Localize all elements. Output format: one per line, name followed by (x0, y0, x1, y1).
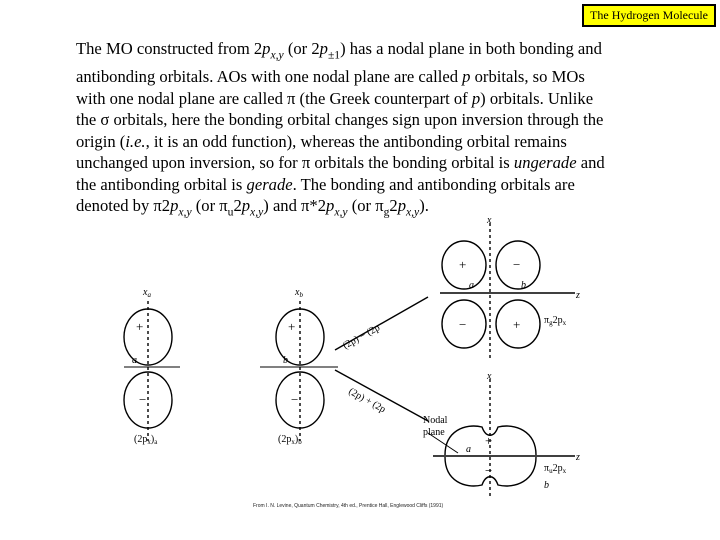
bonding-pi-u-orbital (428, 379, 575, 498)
sign-plus-tl: + (459, 257, 467, 272)
sign-plus-b: + (288, 319, 296, 334)
axis-x-top: x (487, 215, 492, 226)
point-b-mid: b (283, 355, 288, 366)
label-pi-g-2px: $\pi_g2p_x$ (544, 315, 567, 327)
point-a-bottom: a (466, 444, 471, 455)
label-nodal: Nodal (423, 415, 448, 426)
label-pi-u-2px: $\pi_u2p_x$ (544, 463, 567, 475)
point-a-left: a (132, 355, 137, 366)
pi-orbital-diagram (110, 213, 600, 503)
axis-z-top: z (576, 290, 580, 301)
sign-plus-br: + (513, 317, 521, 332)
body-paragraph: The MO constructed from $2p_{x,y}$ (or $2p_{\pm 1}$) has a nodal plane in both bonding and antibonding orbitals. AOs with one nodal plane are called p orbitals, so MOs with one nodal plane are called π (the Greek counterpart of p) orbitals. Unlike the σ orbitals, here the bonding orbital changes sign upon inversion through the origin (i.e., it is an odd function), whereas the antibonding orbital remains unchanged upon inversion, so for π orbitals the bonding orbital is ungerade and the antibonding orbital is gerade. The bonding and antibonding orbitals are denoted by $\pi 2p_{x,y}$ (or $\pi_u2p_{x,y}$) and $\pi*2p_{x,y}$ (or $\pi_g2p_{x,y}$). (76, 39, 605, 219)
antibonding-pi-g-orbital (440, 223, 575, 358)
sign-minus-b: − (291, 392, 299, 407)
slide-title: The Hydrogen Molecule (582, 4, 716, 27)
label-plane: plane (423, 427, 445, 438)
axis-z-bottom: z (576, 452, 580, 463)
label-2px-a: $(2p_x)_a$ (134, 434, 158, 446)
sign-minus-bl: − (459, 317, 467, 332)
point-b-top: b (521, 280, 526, 291)
sign-plus-a: + (136, 319, 144, 334)
label-2px-b: $(2p_x)_b$ (278, 434, 302, 446)
label-antibonding-combination: (2p) − (2p (341, 322, 383, 352)
axis-label-xb: $x_b$ (295, 287, 303, 299)
sign-minus-a: − (139, 392, 147, 407)
point-a-top: a (469, 280, 474, 291)
source-caption: From I. N. Levine, Quantum Chemistry, 4th ed., Prentice Hall, Englewood Cliffs (1991) (253, 503, 444, 509)
sign-minus-bond: − (485, 463, 493, 478)
point-b-bottom: b (544, 480, 549, 491)
sign-plus-bond: + (485, 433, 493, 448)
label-bonding-combination: (2p) + (2p (346, 386, 388, 416)
axis-x-bottom: x (487, 371, 492, 382)
sign-minus-tr: − (513, 257, 521, 272)
axis-label-xa: $x_a$ (143, 287, 151, 299)
atom-a-2px-orbital (124, 301, 180, 441)
atom-b-2px-orbital (260, 301, 338, 441)
